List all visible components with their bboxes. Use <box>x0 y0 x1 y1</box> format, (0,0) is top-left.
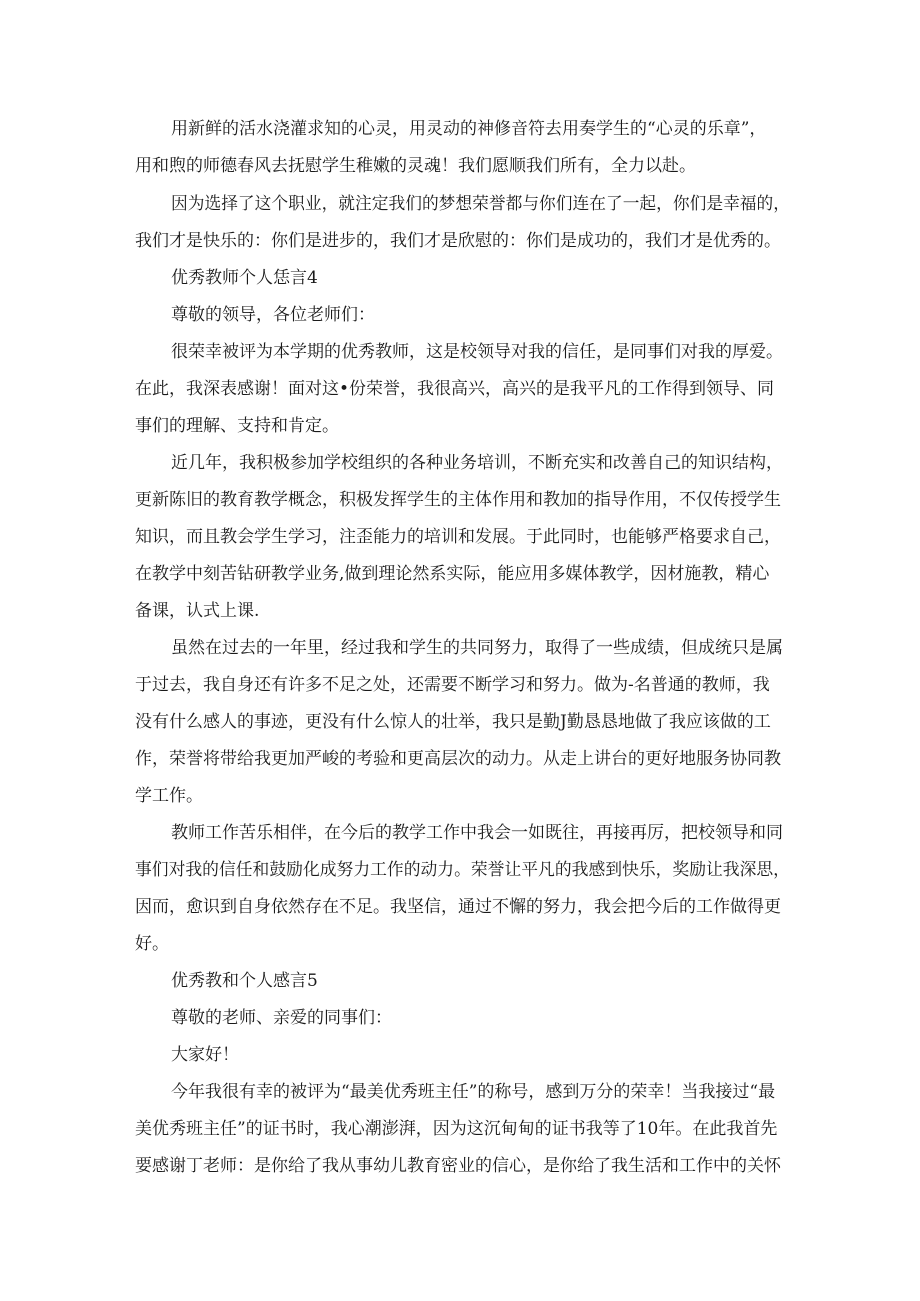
text-line: 在教学中刻苦钻研教学业务,做到理论然系实际，能应用多媒体教学，因材施教，精心 <box>135 564 770 584</box>
text-line: 没有什么感人的事迹，更没有什么惊人的壮举，我只是勤J勤恳恳地做了我应该做的工 <box>135 712 771 732</box>
text-line: 用和煦的师德春风去抚慰学生稚嫩的灵魂！我们愿顺我们所有，全力以赴。 <box>135 156 696 176</box>
text-line: 今年我很有幸的被评为“最美优秀班主任”的称号，感到万分的荣幸！当我接过“最 <box>171 1082 776 1102</box>
text-line: 美优秀班主任”的证书时，我心潮澎湃，因为这沉甸甸的证书我等了10年。在此我首先 <box>135 1119 778 1139</box>
text-line: 近几年，我积极参加学校组织的各种业务培训，不断充实和改善自己的知识结构， <box>171 453 783 473</box>
text-line: 事们的理解、支持和肯定。 <box>135 416 339 436</box>
section-heading: 优秀教师个人恁言4 <box>171 268 318 288</box>
text-line: 作，荣誉将带给我更加严峻的考验和更高层次的动力。从走上讲台的更好地服务协同教 <box>135 749 781 769</box>
text-line: 学工作。 <box>135 786 203 806</box>
text-line: 教师工作苦乐相伴，在今后的教学工作中我会一如既往，再接再厉，把校领导和同 <box>171 823 783 843</box>
text-line: 虽然在过去的一年里，经过我和学生的共同努力，取得了一些成绩，但成统只是属 <box>171 638 783 658</box>
text-line: 事们对我的信任和鼓励化成努力工作的动力。荣誉让平凡的我感到快乐，奖励让我深思， <box>135 860 790 880</box>
text-line: 备课，认式上课. <box>135 601 260 621</box>
text-line: 因而，愈识到自身依然存在不足。我坚信，通过不懈的努力，我会把今后的工作做得更 <box>135 897 781 917</box>
text-line: 更新陈旧的教育教学概念，积极发挥学生的主体作用和教加的指导作用，不仅传授学生 <box>135 490 781 510</box>
section-heading: 优秀教和个人感言5 <box>171 971 318 991</box>
text-line: 于过去，我自身还有许多不足之处，还需要不断学习和努力。做为-名普通的教师，我 <box>135 675 770 695</box>
text-line: 因为选择了这个职业，就注定我们的梦想荣誉都与你们连在了一起，你们是幸福的， <box>171 194 790 214</box>
text-line: 很荣幸被评为本学期的优秀教师，这是校领导对我的信任，是同事们对我的厚爱。 <box>171 342 783 362</box>
text-line: 用新鲜的活水浇灌求知的心灵，用灵动的神修音符去用奏学生的“心灵的乐章”， <box>171 119 767 139</box>
text-line: 要感谢丁老师：是你给了我从事幼儿教育密业的信心，是你给了我生活和工作中的关怀 <box>135 1156 781 1176</box>
salutation: 尊敬的老师、亲爱的同事们： <box>171 1008 392 1028</box>
text-line: 知识，而且教会学生学习，注歪能力的培训和发展。于此同时，也能够严格要求自己， <box>135 527 781 547</box>
text-line: 我们才是快乐的：你们是进步的，我们才是欣慰的：你们是成功的，我们才是优秀的。 <box>135 231 781 251</box>
greeting: 大家好！ <box>171 1045 239 1065</box>
text-line: 好。 <box>135 934 169 954</box>
text-line: 在此，我深表感谢！面对这•份荣誉，我很高兴，高兴的是我平凡的工作得到领导、同 <box>135 379 775 399</box>
salutation: 尊敬的领导，各位老师们： <box>171 305 375 325</box>
